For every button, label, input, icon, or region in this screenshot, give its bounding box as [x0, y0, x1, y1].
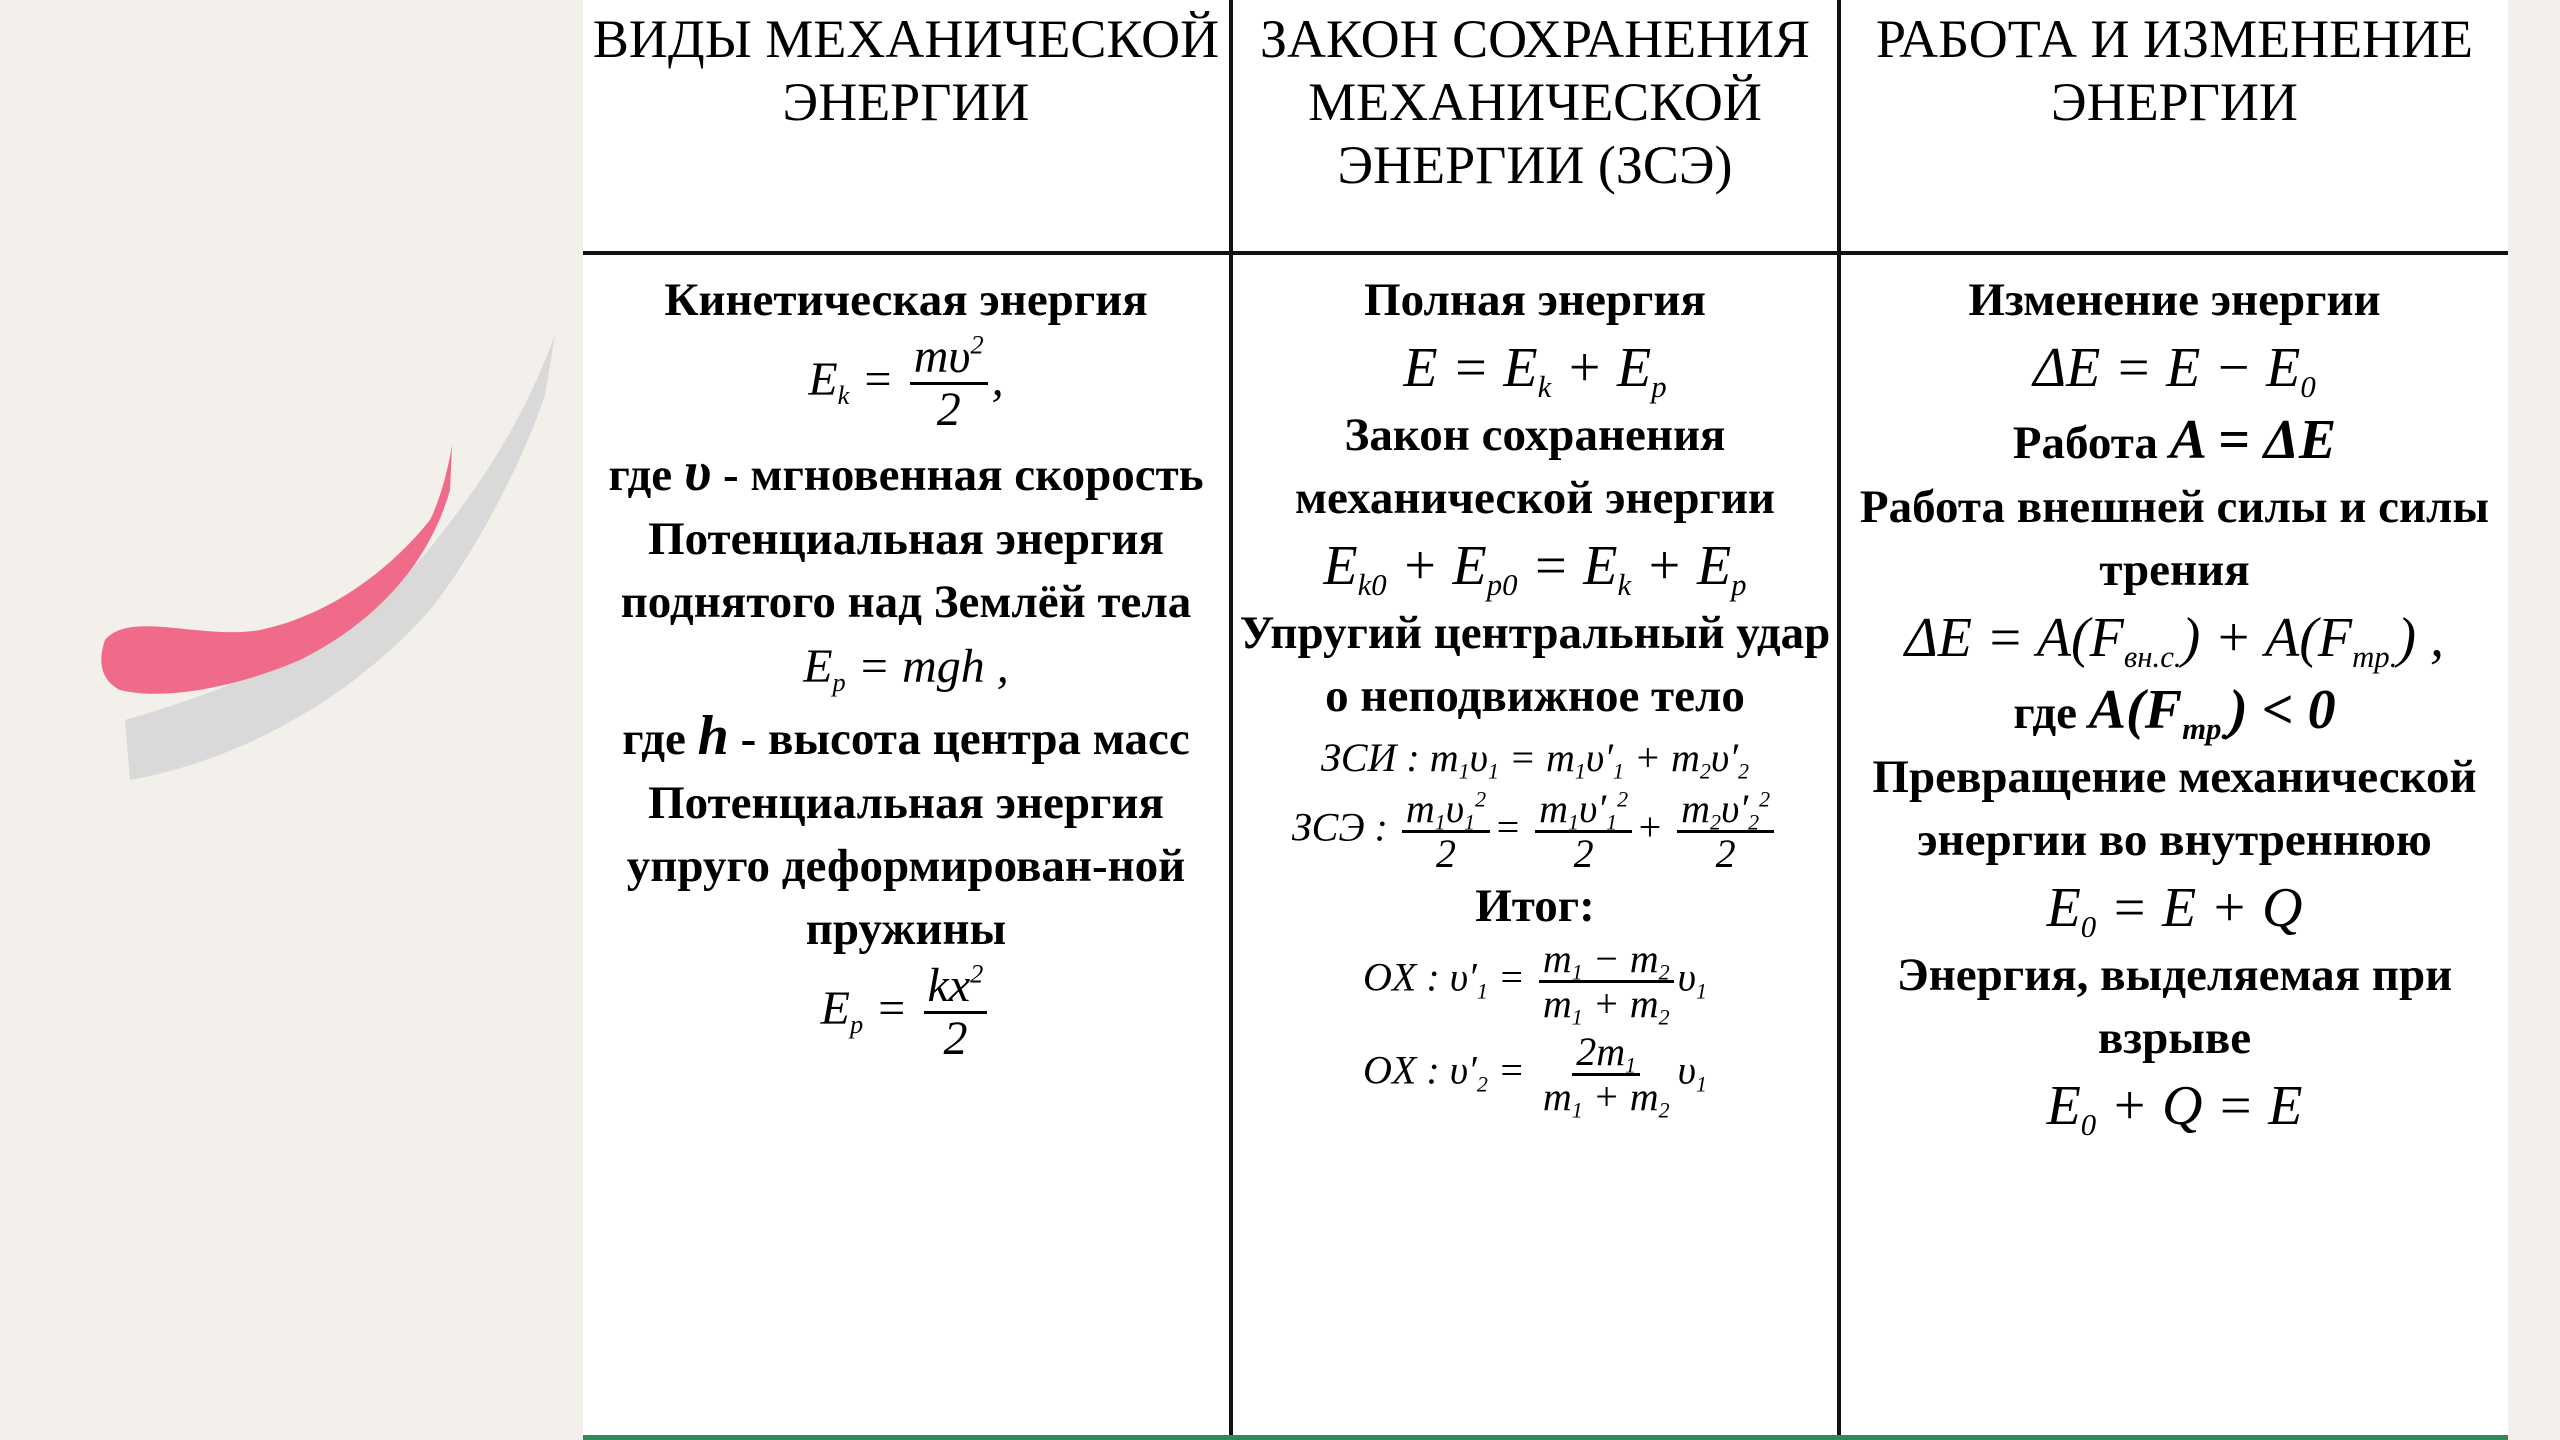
brush-stroke-decoration: [0, 0, 590, 1440]
total-energy-title: Полная энергия: [1364, 274, 1706, 326]
pink-brush-stroke: [101, 445, 452, 694]
header-energy-types: ВИДЫ МЕХАНИЧЕСКОЙ ЭНЕРГИИ: [583, 0, 1229, 255]
header-work-energy: РАБОТА И ИЗМЕНЕНИЕ ЭНЕРГИИ: [1841, 0, 2508, 255]
result-formula-2: OX : $\upsilon'_2$ = $\frac{2m_1}{m_1 + m_2}$ $\upsilon_1$: [1363, 1029, 1707, 1123]
ox-label-2: OX: [1363, 1047, 1417, 1093]
law-title: Закон сохранения механической энергии: [1295, 409, 1775, 524]
where-label: где: [2013, 687, 2077, 739]
potential-lift-title: Потенциальная энергия поднятого над Землёй тела: [620, 512, 1192, 628]
column-energy-types: [583, 0, 1229, 1435]
explosion-title: Энергия, выделяемая при взрыве: [1896, 949, 2453, 1064]
potential-lift-formula: $E_p$ = mgh ,: [803, 639, 1009, 698]
law-formula: $E_{k0} + E_{p0} = E_k + E_p$: [1323, 535, 1747, 602]
ox-label-1: OX: [1363, 954, 1417, 1000]
kinetic-formula: $E_k$ = $\frac{m\upsilon^2}{2}$ ,: [808, 329, 1004, 437]
zsi-label: ЗСИ: [1321, 735, 1397, 780]
energy-table: [583, 0, 2508, 1440]
potential-spring-title: Потенциальная энергия упруго деформирован-ной пружины: [626, 776, 1186, 955]
potential-note-text: - высота центра масс: [740, 712, 1190, 765]
kinetic-note-text: - мгновенная скорость: [723, 448, 1204, 501]
potential-note-where: где: [622, 712, 686, 765]
column-conservation-law: [1229, 0, 1837, 1435]
transform-title: Превращение механической энергии во внутреннюю: [1872, 751, 2477, 866]
height-symbol: h: [697, 704, 729, 767]
kinetic-title: Кинетическая энергия: [664, 274, 1148, 326]
work-label: Работа: [2012, 417, 2158, 469]
friction-work-formula: $A(F_{тр.}) < 0$: [2088, 679, 2336, 746]
work-formula: A = ΔE: [2169, 409, 2337, 471]
collision-title: Упругий центральный удар о неподвижное тело: [1239, 607, 1831, 722]
total-energy-formula: $E = E_k + E_p$: [1403, 337, 1667, 404]
energy-collision-formula: ЗСЭ : $\frac{m_1\upsilon_1^2}{2}$ = $\frac{m_1\upsilon'_1^2}{2}$ + $\frac{m_2\upsilon'_2^2}{2}$: [1233, 788, 1837, 875]
result-formula-1: OX : $\upsilon'_1$ = $\frac{m_1 - m_2}{m_1 + m_2}$ $\upsilon_1$: [1363, 936, 1707, 1030]
ext-work-formula: $\Delta E = A(F_{вн.с.}) + A(F_{тр.})$ ,: [1904, 607, 2445, 674]
transform-formula: $E_0 = E + Q$: [2046, 877, 2303, 944]
potential-spring-formula: $E_p$ = $\frac{kx^2}{2}$: [583, 961, 1229, 1065]
velocity-symbol: υ: [683, 440, 712, 503]
ext-work-title: Работа внешней силы и силы трения: [1859, 481, 2490, 596]
zse-label: ЗСЭ: [1291, 804, 1365, 850]
column-work-energy: [1837, 0, 2508, 1435]
kinetic-note-where: где: [608, 448, 673, 501]
header-conservation-law: ЗАКОН СОХРАНЕНИЯ МЕХАНИЧЕСКОЙ ЭНЕРГИИ (ЗСЭ): [1233, 0, 1837, 255]
change-title: Изменение энергии: [1968, 274, 2381, 326]
result-title: Итог:: [1475, 880, 1595, 932]
explosion-formula: $E_0 + Q = E$: [2046, 1075, 2303, 1142]
gray-brush-stroke: [125, 335, 555, 780]
momentum-formula: ЗСИ : $m_1\upsilon_1 = m_1\upsilon'_1 + m_2\upsilon'_2$: [1321, 735, 1749, 784]
change-formula: $\Delta E = E - E_0$: [2033, 337, 2316, 404]
